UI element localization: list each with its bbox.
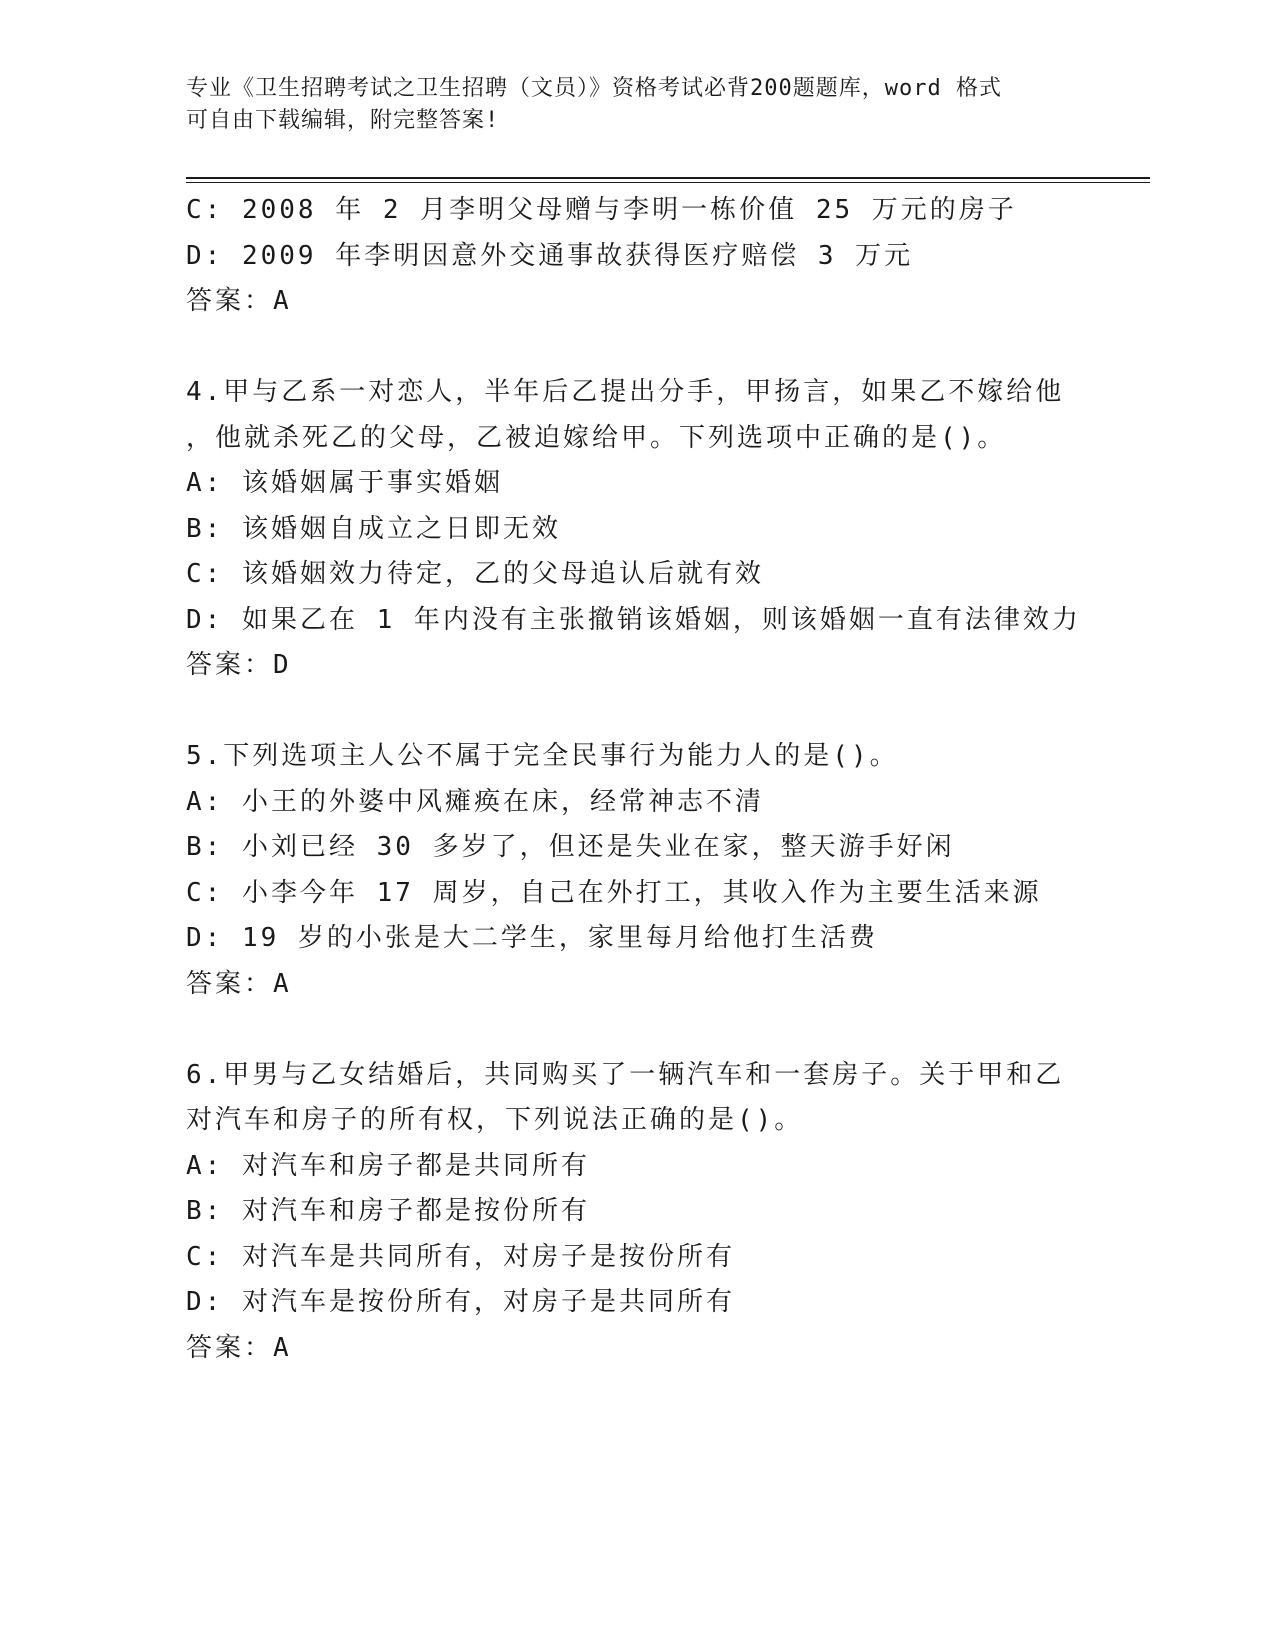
q6-option-d: D: 对汽车是按份所有，对房子是共同所有 [186,1287,735,1317]
question-3-continued [186,188,1106,325]
q6-option-a: A: 对汽车和房子都是共同所有 [186,1150,590,1181]
question-6 [186,1053,1106,1372]
q5-option-b: B: 小刘已经 30 多岁了，但还是失业在家，整天游手好闲 [186,832,955,862]
q6-stem-line-1: 6.甲男与乙女结婚后，共同购买了一辆汽车和一套房子。关于甲和乙 [186,1059,1065,1090]
header-divider-thin [186,182,1150,183]
q5-option-d: D: 19 岁的小张是大二学生，家里每月给他打生活费 [186,923,878,953]
q5-option-a: A: 小王的外婆中风瘫痪在床，经常神志不清 [186,786,764,817]
question-spacer [186,689,1106,735]
q4-stem-line-2: ，他就杀死乙的父母，乙被迫嫁给甲。下列选项中正确的是()。 [186,422,1007,453]
header-title-line-2: 可自由下载编辑，附完整答案! [186,108,500,133]
question-spacer [186,1007,1106,1053]
q4-answer: 答案：D [186,650,292,680]
question-spacer [186,325,1106,371]
q4-option-d: D: 如果乙在 1 年内没有主张撤销该婚姻，则该婚姻一直有法律效力 [186,604,1081,635]
q5-answer: 答案：A [186,968,292,999]
q5-option-c: C: 小李今年 17 周岁，自己在外打工，其收入作为主要生活来源 [186,877,1042,908]
q3-answer: 答案：A [186,286,292,316]
question-5 [186,734,1106,1007]
q6-option-c: C: 对汽车是共同所有，对房子是按份所有 [186,1241,735,1272]
question-list [186,188,1106,1371]
q6-answer: 答案：A [186,1332,292,1363]
document-header [186,73,1066,137]
q3-option-c: C: 2008 年 2 月李明父母赠与李明一栋价值 25 万元的房子 [186,195,1017,225]
q5-stem-line-1: 5.下列选项主人公不属于完全民事行为能力人的是()。 [186,741,899,771]
q4-option-b: B: 该婚姻自成立之日即无效 [186,513,561,544]
q4-option-a: A: 该婚姻属于事实婚姻 [186,468,503,498]
q4-option-c: C: 该婚姻效力待定，乙的父母追认后就有效 [186,559,764,589]
question-4 [186,370,1106,689]
header-title-line-1: 专业《卫生招聘考试之卫生招聘（文员）》资格考试必背200题题库，word 格式 [186,76,1002,101]
header-divider-thick [186,177,1150,179]
q6-stem-line-2: 对汽车和房子的所有权，下列说法正确的是()。 [186,1105,804,1135]
q4-stem-line-1: 4.甲与乙系一对恋人，半年后乙提出分手，甲扬言，如果乙不嫁给他 [186,377,1065,407]
q6-option-b: B: 对汽车和房子都是按份所有 [186,1196,590,1226]
q3-option-d: D: 2009 年李明因意外交通事故获得医疗赔偿 3 万元 [186,240,914,271]
